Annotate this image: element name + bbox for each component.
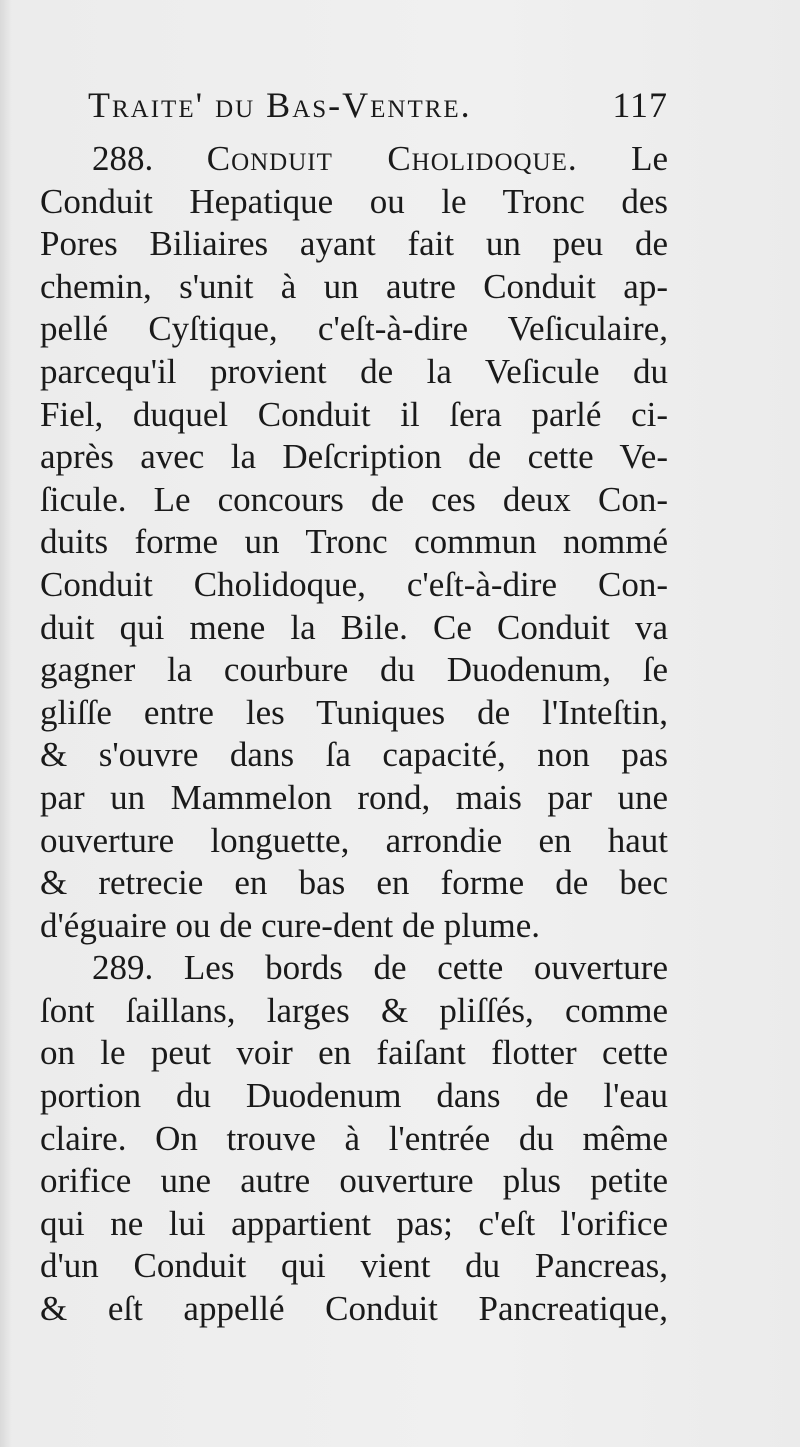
text-line: portion du Duodenum dans de l'eau xyxy=(40,1076,668,1116)
text-line: parcequ'il provient de la Veſicule du xyxy=(40,351,668,391)
text-line: Conduit Cholidoque, c'eſt-à-dire Con- xyxy=(40,564,668,604)
text-line xyxy=(40,138,668,181)
text-line xyxy=(40,947,668,990)
text-line: Fiel, duquel Conduit il ſera parlé ci- xyxy=(40,394,668,434)
paragraph-number: 288. xyxy=(92,139,154,178)
running-head-title: Traite' du Bas-Ventre. xyxy=(88,85,472,125)
body-text xyxy=(40,138,668,1331)
text-line: gagner la courbure du Duodenum, ſe xyxy=(40,650,668,690)
text-line: & retrecie en bas en forme de bec xyxy=(40,863,668,903)
line-text: Le xyxy=(631,139,668,178)
text-line: Conduit Hepatique ou le Tronc des xyxy=(40,181,668,221)
line-text: Les bords de cette ouverture xyxy=(183,948,668,988)
text-line: ſicule. Le concours de ces deux Con- xyxy=(40,479,668,519)
text-line: Pores Biliaires ayant fait un peu de xyxy=(40,224,668,264)
text-line: ſont ſaillans, larges & pliſſés, comme xyxy=(40,990,668,1030)
text-line: d'un Conduit qui vient du Pancreas, xyxy=(40,1246,668,1286)
text-line: & s'ouvre dans ſa capacité, non pas xyxy=(40,735,668,775)
text-line: chemin, s'unit à un autre Conduit ap- xyxy=(40,266,668,306)
text-line: ouverture longuette, arrondie en haut xyxy=(40,820,668,860)
section-heading: Conduit Cholidoque. xyxy=(206,139,578,178)
text-line: par un Mammelon rond, mais par une xyxy=(40,777,668,817)
running-head xyxy=(88,84,668,144)
paragraph-number: 289. xyxy=(92,948,154,988)
text-line: orifice une autre ouverture plus petite xyxy=(40,1161,668,1201)
text-line: duits forme un Tronc commun nommé xyxy=(40,522,668,562)
text-line: gliſſe entre les Tuniques de l'Inteſtin, xyxy=(40,692,668,732)
text-line: qui ne lui appartient pas; c'eſt l'orifice xyxy=(40,1203,668,1243)
text-line: on le peut voir en faiſant flotter cette xyxy=(40,1033,668,1073)
text-line: duit qui mene la Bile. Ce Conduit va xyxy=(40,607,668,647)
text-line: claire. On trouve à l'entrée du même xyxy=(40,1118,668,1158)
page-number: 117 xyxy=(612,85,668,125)
text-line: après avec la Deſcription de cette Ve- xyxy=(40,437,668,477)
text-line: d'éguaire ou de cure-dent de plume. xyxy=(40,905,540,945)
text-line: & eſt appellé Conduit Pancreatique, xyxy=(40,1289,668,1329)
text-line: pellé Cyſtique, c'eſt-à-dire Veſiculaire, xyxy=(40,309,668,349)
